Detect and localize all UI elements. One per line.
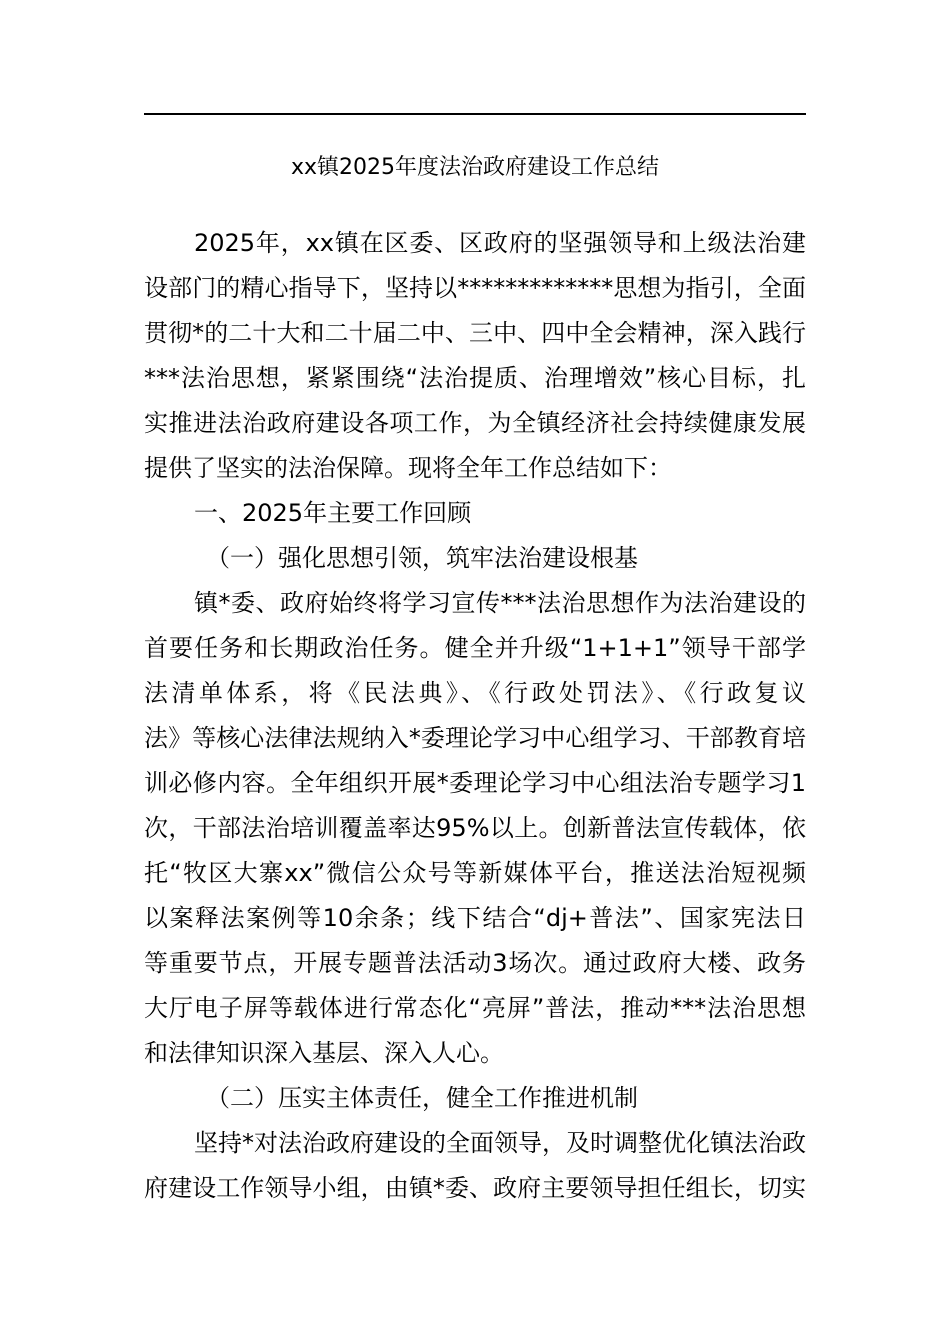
paragraph-line: 首要任务和长期政治任务。健全并升级“1+1+1”领导干部学 bbox=[144, 634, 806, 662]
paragraph-line: 贯彻*的二十大和二十届二中、三中、四中全会精神，深入践行 bbox=[144, 319, 806, 347]
section-heading: 一、2025年主要工作回顾 bbox=[194, 499, 472, 527]
paragraph-line: 法清单体系，将《民法典》、《行政处罚法》、《行政复议 bbox=[144, 679, 806, 707]
paragraph-line: 托“牧区大寨xx”微信公众号等新媒体平台，推送法治短视频 bbox=[144, 859, 806, 887]
paragraph-line: 府建设工作领导小组，由镇*委、政府主要领导担任组长，切实 bbox=[144, 1174, 806, 1202]
subsection-heading: （一）强化思想引领，筑牢法治建设根基 bbox=[206, 544, 638, 572]
document-body bbox=[144, 221, 806, 1211]
paragraph-line: 训必修内容。全年组织开展*委理论学习中心组法治专题学习1 bbox=[144, 769, 806, 797]
paragraph-line: 等重要节点，开展专题普法活动3场次。通过政府大楼、政务 bbox=[144, 949, 806, 977]
paragraph-line: 实推进法治政府建设各项工作，为全镇经济社会持续健康发展 bbox=[144, 409, 806, 437]
document-title: xx镇2025年度法治政府建设工作总结 bbox=[290, 155, 660, 180]
paragraph-line: 设部门的精心指导下，坚持以*************思想为指引，全面 bbox=[144, 274, 806, 302]
paragraph-line: 法》等核心法律法规纳入*委理论学习中心组学习、干部教育培 bbox=[144, 724, 806, 752]
paragraph-line: 以案释法案例等10余条；线下结合“dj+普法”、国家宪法日 bbox=[144, 904, 806, 932]
paragraph-line: 2025年，xx镇在区委、区政府的坚强领导和上级法治建 bbox=[194, 229, 806, 257]
top-rule bbox=[144, 113, 806, 115]
paragraph-line: 提供了坚实的法治保障。现将全年工作总结如下： bbox=[144, 454, 672, 482]
paragraph-line: 镇*委、政府始终将学习宣传***法治思想作为法治建设的 bbox=[194, 589, 806, 617]
paragraph-line: 次，干部法治培训覆盖率达95%以上。创新普法宣传载体，依 bbox=[144, 814, 806, 842]
subsection-heading: （二）压实主体责任，健全工作推进机制 bbox=[206, 1084, 638, 1112]
paragraph-line: 和法律知识深入基层、深入人心。 bbox=[144, 1039, 504, 1067]
paragraph-line: ***法治思想，紧紧围绕“法治提质、治理增效”核心目标，扎 bbox=[144, 364, 806, 392]
paragraph-line: 大厅电子屏等载体进行常态化“亮屏”普法，推动***法治思想 bbox=[144, 994, 806, 1022]
paragraph-line: 坚持*对法治政府建设的全面领导，及时调整优化镇法治政 bbox=[194, 1129, 806, 1157]
